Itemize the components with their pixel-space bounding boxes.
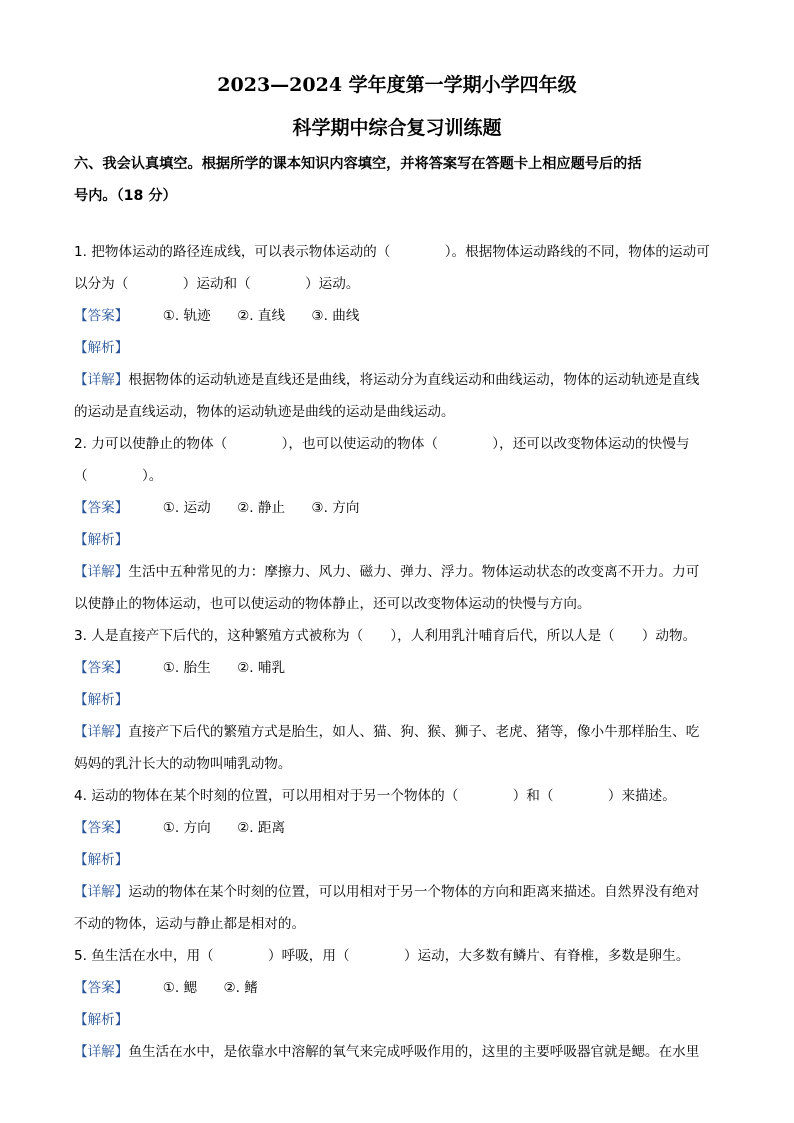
question-4-detail-line-2: 不动的物体，运动与静止都是相对的。 — [74, 916, 306, 932]
answer-item: ①. 胎生 — [162, 660, 211, 676]
question-2-detail-line-2: 以使静止的物体运动，也可以使运动的物体静止，还可以改变物体运动的快慢与方向。 — [74, 596, 591, 612]
question-2-detail-line-1 — [74, 562, 699, 582]
answer-item: ②. 鳍 — [223, 980, 258, 996]
analysis-label: 【解析】 — [74, 340, 129, 356]
analysis-label: 【解析】 — [74, 692, 129, 708]
question-5-stem-line-1: 5. 鱼生活在水中，用（ ）呼吸，用（ ）运动，大多数有鳞片、有脊椎，多数是卵生。 — [74, 948, 690, 964]
answer-item: ①. 鳃 — [162, 980, 198, 996]
title-line-1: 2023—2024 学年度第一学期小学四年级 — [217, 74, 577, 96]
answer-item: ②. 哺乳 — [237, 660, 286, 676]
question-1-stem-line-1: 1. 把物体运动的路径连成线，可以表示物体运动的（ ）。根据物体运动路线的不同，物体的运动可 — [74, 244, 710, 260]
answer-item: ②. 距离 — [237, 820, 286, 836]
detail-label: 【详解】 — [74, 564, 129, 580]
detail-label: 【详解】 — [74, 724, 129, 740]
question-2-stem-line-1: 2. 力可以使静止的物体（ ），也可以使运动的物体（ ），还可以改变物体运动的快慢与 — [74, 436, 690, 452]
question-1-analysis — [74, 338, 128, 358]
answer-label: 【答案】 — [74, 500, 129, 516]
question-3-stem-line-1: 3. 人是直接产下后代的，这种繁殖方式被称为（ ），人利用乳汁哺育后代，所以人是（ ）动物。 — [74, 628, 697, 644]
detail-text: 鱼生活在水中，是依靠水中溶解的氧气来完成呼吸作用的，这里的主要呼吸器官就是鳃。在水里 — [128, 1044, 700, 1060]
question-2-analysis — [74, 530, 128, 550]
analysis-label: 【解析】 — [74, 532, 129, 548]
detail-label: 【详解】 — [74, 372, 129, 388]
answer-item: ①. 运动 — [162, 500, 211, 516]
section-header-line-1: 六、我会认真填空。根据所学的课本知识内容填空，并将答案写在答题卡上相应题号后的括 — [74, 156, 642, 172]
detail-label: 【详解】 — [74, 1044, 129, 1060]
detail-text: 运动的物体在某个时刻的位置，可以用相对于另一个物体的方向和距离来描述。自然界没有绝对 — [128, 884, 700, 900]
question-5-answer-row — [74, 978, 280, 998]
answer-label: 【答案】 — [74, 980, 129, 996]
analysis-label: 【解析】 — [74, 1012, 129, 1028]
answer-item: ②. 静止 — [237, 500, 286, 516]
analysis-label: 【解析】 — [74, 852, 129, 868]
answer-item: ①. 方向 — [162, 820, 211, 836]
answer-label: 【答案】 — [74, 820, 129, 836]
answer-item: ①. 轨迹 — [162, 308, 211, 324]
question-3-detail-line-1 — [74, 722, 699, 742]
question-1-answer-row — [74, 306, 381, 326]
title-line-2: 科学期中综合复习训练题 — [292, 117, 502, 139]
question-3-answer-row — [74, 658, 307, 678]
question-3-analysis — [74, 690, 128, 710]
section-header-line-2: 号内。（18 分） — [74, 188, 177, 204]
answer-item: ③. 方向 — [311, 500, 360, 516]
detail-label: 【详解】 — [74, 884, 129, 900]
question-1-stem-line-2: 以分为（ ）运动和（ ）运动。 — [74, 276, 360, 292]
question-1-detail-line-1 — [74, 370, 699, 390]
question-4-answer-row — [74, 818, 307, 838]
question-5-analysis — [74, 1010, 128, 1030]
answer-label: 【答案】 — [74, 308, 129, 324]
detail-text: 直接产下后代的繁殖方式是胎生，如人、猫、狗、猴、狮子、老虎、猪等，像小牛那样胎生、吃 — [128, 724, 700, 740]
question-4-detail-line-1 — [74, 882, 699, 902]
question-5-detail-line-1 — [74, 1042, 699, 1062]
question-4-stem-line-1: 4. 运动的物体在某个时刻的位置，可以用相对于另一个物体的（ ）和（ ）来描述。 — [74, 788, 676, 804]
question-4-analysis — [74, 850, 128, 870]
question-3-detail-line-2: 妈妈的乳汁长大的动物叫哺乳动物。 — [74, 756, 292, 772]
detail-text: 生活中五种常见的力：摩擦力、风力、磁力、弹力、浮力。物体运动状态的改变离不开力。力可 — [128, 564, 700, 580]
question-2-stem-line-2: （ ）。 — [74, 468, 163, 484]
section-header — [74, 148, 724, 212]
answer-item: ③. 曲线 — [311, 308, 360, 324]
detail-text: 根据物体的运动轨迹是直线还是曲线，将运动分为直线运动和曲线运动，物体的运动轨迹是直线 — [128, 372, 700, 388]
question-1-detail-line-2: 的运动是直线运动，物体的运动轨迹是曲线的运动是曲线运动。 — [74, 404, 455, 420]
question-2-answer-row — [74, 498, 381, 518]
answer-label: 【答案】 — [74, 660, 129, 676]
answer-item: ②. 直线 — [237, 308, 286, 324]
